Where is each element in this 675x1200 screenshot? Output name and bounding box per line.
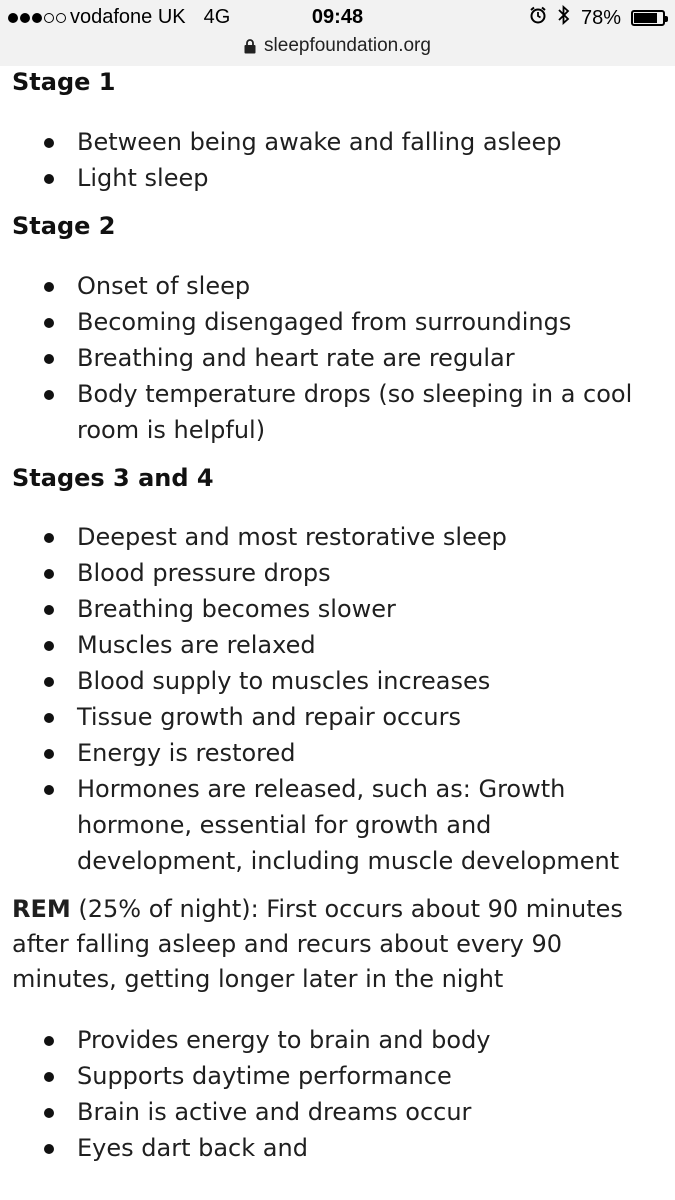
rem-description bbox=[12, 892, 652, 997]
list-item-text: Body temperature drops (so sleeping in a cool room is helpful) bbox=[77, 380, 633, 444]
list-item bbox=[0, 304, 675, 340]
bullet-icon bbox=[44, 677, 54, 687]
list-item-text: Light sleep bbox=[77, 164, 209, 192]
status-bar bbox=[0, 0, 675, 34]
list-item-text: Eyes dart back and bbox=[77, 1134, 308, 1162]
list-item-text: Becoming disengaged from surroundings bbox=[77, 308, 572, 336]
rem-list bbox=[0, 1022, 675, 1166]
list-item-text: Onset of sleep bbox=[77, 272, 251, 300]
list-item bbox=[0, 771, 675, 879]
bullet-icon bbox=[44, 174, 54, 184]
list-item-text: Tissue growth and repair occurs bbox=[77, 703, 461, 731]
list-item bbox=[0, 1058, 675, 1094]
bullet-icon bbox=[44, 1072, 54, 1082]
list-item bbox=[0, 124, 675, 160]
stage-2-list bbox=[0, 268, 675, 448]
stage-2-heading: Stage 2 bbox=[12, 212, 116, 240]
stages-3-4-heading: Stages 3 and 4 bbox=[12, 464, 214, 492]
signal-strength-icon bbox=[8, 13, 66, 23]
list-item-text: Blood supply to muscles increases bbox=[77, 667, 491, 695]
list-item bbox=[0, 555, 675, 591]
lock-icon bbox=[244, 39, 256, 54]
list-item-text: Between being awake and falling asleep bbox=[77, 128, 562, 156]
bullet-icon bbox=[44, 354, 54, 364]
rem-label: REM bbox=[12, 895, 71, 923]
list-item bbox=[0, 699, 675, 735]
list-item-text: Supports daytime performance bbox=[77, 1062, 452, 1090]
list-item-text: Hormones are released, such as: Growth hormone, essential for growth and development, including muscle development bbox=[77, 775, 620, 875]
list-item bbox=[0, 376, 675, 448]
stages-3-4-list bbox=[0, 519, 675, 879]
bullet-icon bbox=[44, 533, 54, 543]
bullet-icon bbox=[44, 138, 54, 148]
stage-1-list bbox=[0, 124, 675, 196]
list-item bbox=[0, 591, 675, 627]
stage-1-heading: Stage 1 bbox=[12, 68, 116, 96]
bullet-icon bbox=[44, 569, 54, 579]
list-item-text: Deepest and most restorative sleep bbox=[77, 523, 507, 551]
bullet-icon bbox=[44, 1036, 54, 1046]
bluetooth-icon bbox=[557, 5, 571, 31]
carrier-name: vodafone UK bbox=[70, 6, 186, 28]
list-item-text: Breathing becomes slower bbox=[77, 595, 396, 623]
list-item bbox=[0, 340, 675, 376]
rem-text: (25% of night): First occurs about 90 minutes after falling asleep and recurs about every 90 minutes, getting longer later in the night bbox=[12, 895, 623, 993]
battery-icon bbox=[631, 10, 665, 26]
list-item-text: Breathing and heart rate are regular bbox=[77, 344, 515, 372]
address-bar[interactable] bbox=[0, 32, 675, 60]
bullet-icon bbox=[44, 1108, 54, 1118]
list-item bbox=[0, 1022, 675, 1058]
bullet-icon bbox=[44, 390, 54, 400]
list-item bbox=[0, 735, 675, 771]
list-item-text: Muscles are relaxed bbox=[77, 631, 316, 659]
url-domain: sleepfoundation.org bbox=[264, 35, 431, 56]
network-type: 4G bbox=[203, 6, 231, 28]
bullet-icon bbox=[44, 713, 54, 723]
list-item bbox=[0, 1130, 675, 1166]
list-item bbox=[0, 160, 675, 196]
bullet-icon bbox=[44, 282, 54, 292]
list-item-text: Brain is active and dreams occur bbox=[77, 1098, 472, 1126]
bullet-icon bbox=[44, 785, 54, 795]
bullet-icon bbox=[44, 318, 54, 328]
browser-chrome bbox=[0, 0, 675, 66]
alarm-icon bbox=[529, 6, 547, 30]
clock: 09:48 bbox=[311, 6, 364, 28]
bullet-icon bbox=[44, 1144, 54, 1154]
list-item bbox=[0, 663, 675, 699]
list-item bbox=[0, 268, 675, 304]
list-item-text: Provides energy to brain and body bbox=[77, 1026, 491, 1054]
list-item-text: Blood pressure drops bbox=[77, 559, 331, 587]
bullet-icon bbox=[44, 641, 54, 651]
list-item bbox=[0, 1094, 675, 1130]
list-item bbox=[0, 519, 675, 555]
list-item bbox=[0, 627, 675, 663]
bullet-icon bbox=[44, 749, 54, 759]
battery-percent: 78% bbox=[580, 6, 621, 29]
list-item-text: Energy is restored bbox=[77, 739, 296, 767]
bullet-icon bbox=[44, 605, 54, 615]
